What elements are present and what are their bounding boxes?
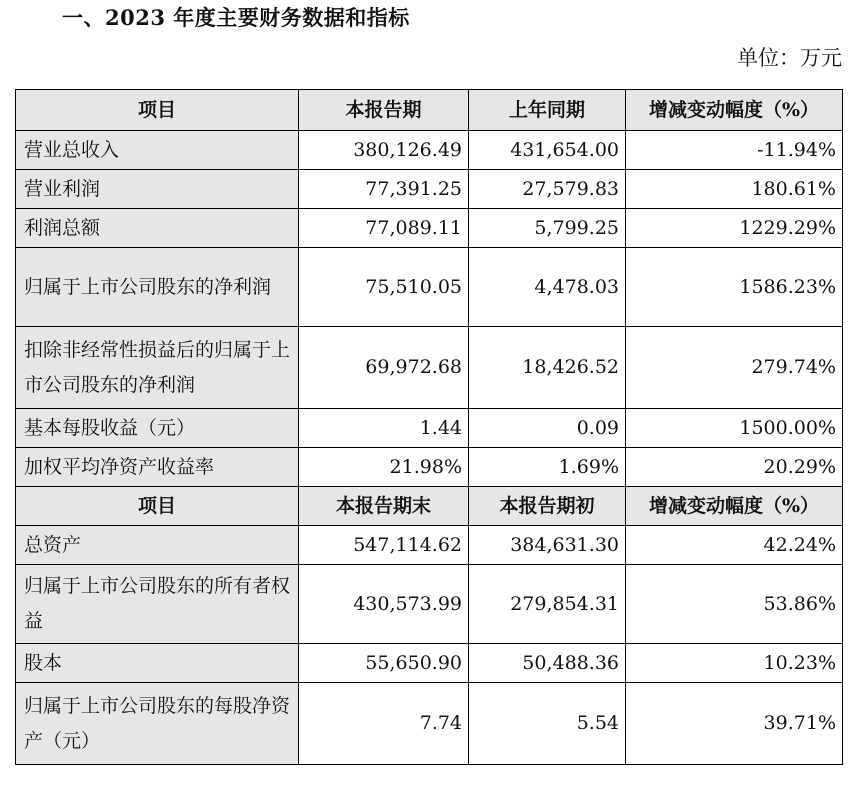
table-header-row [16,487,843,526]
row-current: 380,126.49 [299,131,469,170]
table-row [16,248,843,327]
row-previous: 27,579.83 [469,170,626,209]
header-change: 增减变动幅度（%） [626,487,843,526]
table-row [16,131,843,170]
row-change: 20.29% [626,448,843,487]
row-item: 归属于上市公司股东的每股净资产（元） [16,683,299,765]
row-previous: 4,478.03 [469,248,626,327]
row-change: 10.23% [626,644,843,683]
row-current: 430,573.99 [299,565,469,644]
row-change: 53.86% [626,565,843,644]
table-row [16,565,843,644]
header-previous-period: 上年同期 [469,90,626,131]
unit-label: 单位：万元 [737,46,842,70]
table-row [16,327,843,409]
row-item: 总资产 [16,526,299,565]
row-previous: 50,488.36 [469,644,626,683]
table-row [16,683,843,765]
table-row [16,526,843,565]
row-item: 利润总额 [16,209,299,248]
row-item: 归属于上市公司股东的所有者权益 [16,565,299,644]
table-row [16,209,843,248]
row-item: 营业总收入 [16,131,299,170]
row-previous: 5,799.25 [469,209,626,248]
row-previous: 384,631.30 [469,526,626,565]
row-change: 1500.00% [626,409,843,448]
row-item: 归属于上市公司股东的净利润 [16,248,299,327]
header-period-end: 本报告期末 [299,487,469,526]
row-item: 股本 [16,644,299,683]
section-heading: 一、2023 年度主要财务数据和指标 [62,5,410,30]
row-current: 547,114.62 [299,526,469,565]
row-change: 180.61% [626,170,843,209]
row-change: -11.94% [626,131,843,170]
row-previous: 18,426.52 [469,327,626,409]
row-current: 69,972.68 [299,327,469,409]
header-change: 增减变动幅度（%） [626,90,843,131]
row-previous: 0.09 [469,409,626,448]
row-item: 加权平均净资产收益率 [16,448,299,487]
row-current: 75,510.05 [299,248,469,327]
header-item: 项目 [16,90,299,131]
table-row [16,170,843,209]
row-item: 扣除非经常性损益后的归属于上市公司股东的净利润 [16,327,299,409]
table-header-row [16,90,843,131]
row-change: 1586.23% [626,248,843,327]
row-current: 77,391.25 [299,170,469,209]
header-current-period: 本报告期 [299,90,469,131]
header-item: 项目 [16,487,299,526]
row-change: 279.74% [626,327,843,409]
table-row [16,448,843,487]
table-row [16,644,843,683]
financial-data-table [15,89,843,765]
row-change: 1229.29% [626,209,843,248]
row-change: 42.24% [626,526,843,565]
row-previous: 279,854.31 [469,565,626,644]
row-change: 39.71% [626,683,843,765]
table-row [16,409,843,448]
row-previous: 431,654.00 [469,131,626,170]
header-period-start: 本报告期初 [469,487,626,526]
row-current: 7.74 [299,683,469,765]
row-item: 营业利润 [16,170,299,209]
row-previous: 5.54 [469,683,626,765]
row-current: 21.98% [299,448,469,487]
row-current: 77,089.11 [299,209,469,248]
row-current: 55,650.90 [299,644,469,683]
row-current: 1.44 [299,409,469,448]
row-item: 基本每股收益（元） [16,409,299,448]
row-previous: 1.69% [469,448,626,487]
